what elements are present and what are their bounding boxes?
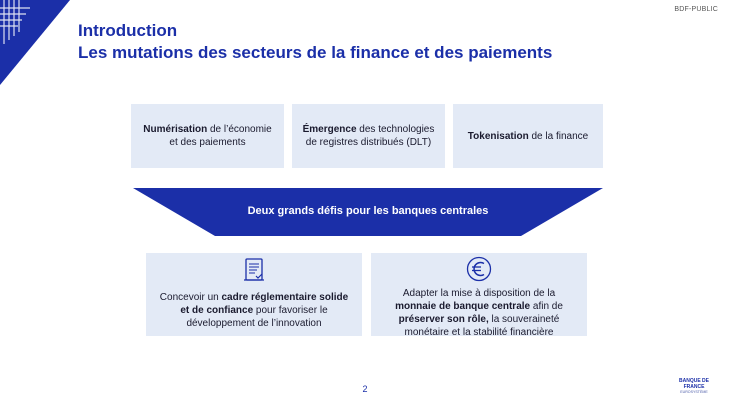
box-1-text: de l’économie et des paiements: [169, 124, 272, 148]
box-2-bold: Émergence: [302, 124, 357, 135]
funnel-label: Deux grands défis pour les banques centrales: [247, 205, 489, 217]
page-title: [78, 20, 552, 64]
title-line-2: Les mutations des secteurs de la finance et des paiements: [78, 43, 553, 62]
regulation-document-icon: [239, 255, 269, 285]
card-regulation: [146, 253, 362, 336]
box-2-text: des technologies de registres distribués (DLT): [305, 124, 435, 148]
card-1-text-a: Concevoir un: [159, 292, 222, 303]
card-2-text-b: afin de: [530, 301, 563, 312]
box-3-bold: Tokenisation: [467, 130, 529, 142]
classification-label: BDF-PUBLIC: [674, 6, 718, 13]
banque-de-france-logo: [672, 378, 716, 394]
card-2-bold-a: monnaie de banque centrale: [395, 301, 531, 312]
box-numerisation: [131, 104, 284, 168]
logo-subtitle: EUROSYSTÈME: [680, 390, 708, 394]
card-2-text-a: Adapter la mise à disposition de la: [402, 288, 556, 299]
box-emergence: [292, 104, 445, 168]
box-tokenisation: [453, 104, 603, 168]
card-1-text-b: pour favoriser le développement de l’innovation: [186, 305, 328, 329]
logo-name: BANQUE DE FRANCE: [678, 378, 709, 390]
card-central-bank-money: [371, 253, 587, 336]
card-2-bold-b: préserver son rôle,: [398, 314, 489, 325]
box-3-text: de la finance: [528, 130, 589, 142]
box-1-bold: Numérisation: [143, 124, 208, 135]
title-line-1: Introduction: [78, 21, 178, 40]
euro-icon: [464, 255, 494, 283]
card-2-text-c: la souveraineté monétaire et la stabilité financière: [404, 314, 560, 338]
corner-decoration: [0, 0, 70, 85]
page-number: 2: [362, 384, 368, 394]
card-1-bold: cadre réglementaire solide et de confiance: [180, 292, 349, 316]
